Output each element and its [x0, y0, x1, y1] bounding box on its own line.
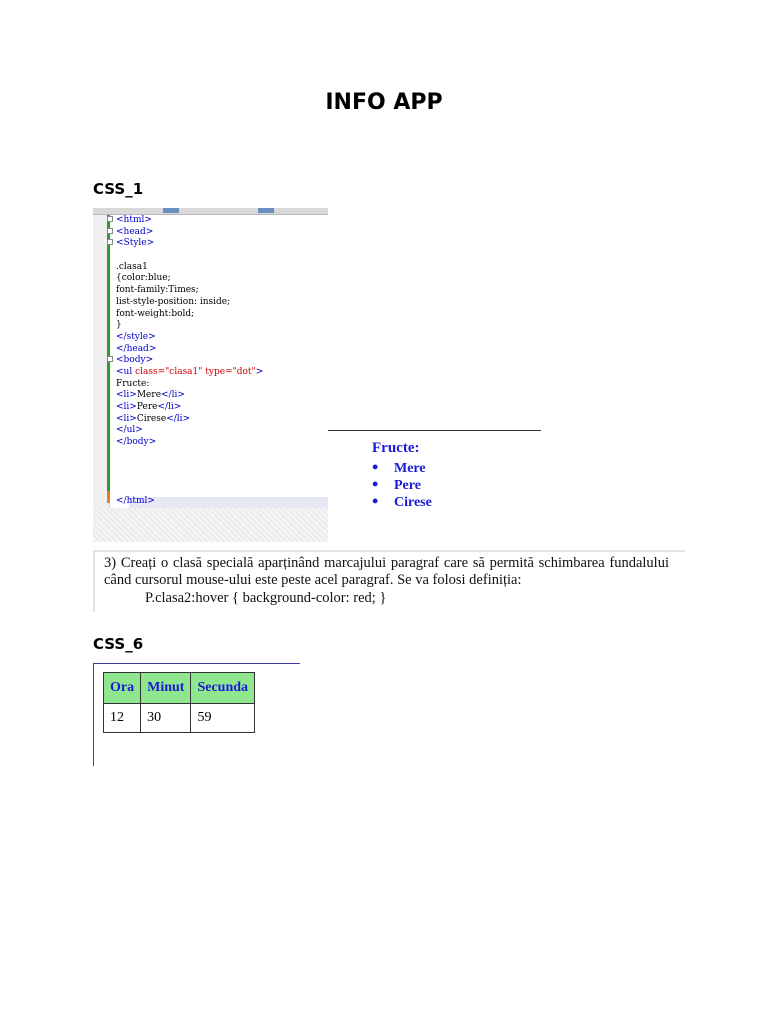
preview-title: Fructe: — [372, 440, 420, 456]
preview-list-item: • Cirese — [372, 494, 432, 511]
code-line — [116, 437, 263, 449]
code-line — [116, 425, 263, 437]
code-line — [116, 227, 263, 239]
code-token: <li> — [116, 390, 137, 401]
code-line — [116, 484, 263, 496]
exercise-code: P.clasa2:hover { background-color: red; } — [145, 590, 387, 606]
document-title: INFO APP — [325, 90, 443, 115]
code-token: </html> — [116, 495, 155, 506]
preview-divider — [328, 430, 541, 431]
editor-gutter — [93, 215, 110, 542]
code-line — [116, 309, 263, 321]
code-token: Fructe: — [116, 378, 150, 389]
fold-toggle-icon — [107, 239, 113, 245]
fold-toggle-icon — [107, 228, 113, 234]
code-token: } — [116, 320, 122, 331]
code-token: Cirese — [136, 413, 167, 424]
table-header-cell: Ora — [104, 673, 141, 704]
code-token: list-style-position: inside; — [116, 296, 231, 307]
preview-list-item: • Mere — [372, 460, 432, 477]
table-header-cell: Secunda — [191, 673, 255, 704]
table-row — [104, 704, 255, 733]
code-token: </body> — [116, 437, 157, 448]
code-line — [116, 320, 263, 332]
code-token: </style> — [116, 331, 156, 342]
table-frame-left — [93, 663, 94, 766]
code-line — [116, 332, 263, 344]
code-line — [116, 238, 263, 250]
table-cell: 12 — [104, 704, 141, 733]
code-token: font-family:Times; — [116, 285, 199, 296]
code-token: <ul — [116, 366, 136, 377]
code-line — [116, 273, 263, 285]
code-editor-screenshot — [93, 208, 328, 542]
code-line — [116, 250, 263, 262]
code-token: .clasa1 — [116, 261, 148, 272]
code-token: > — [255, 366, 264, 377]
code-token: </head> — [116, 343, 157, 354]
code-line — [116, 285, 263, 297]
code-line — [116, 297, 263, 309]
code-line — [116, 344, 263, 356]
exercise-text: 3) Creați o clasă specială aparținând marcajului paragraf care să permită schimbarea fundalului când cursorul mouse-ului este peste acel paragraf. Se va folosi definiția: — [104, 555, 669, 588]
code-token: {color:blue; — [116, 273, 171, 284]
code-token: <li> — [116, 402, 137, 412]
preview-list-item: • Pere — [372, 477, 432, 494]
code-lines — [116, 215, 263, 507]
change-bar-modified — [107, 491, 110, 503]
code-token: class="clasa1" type="dot" — [135, 366, 256, 377]
section-heading-css1: CSS_1 — [93, 180, 144, 198]
code-line — [116, 379, 263, 391]
rendered-list-preview — [372, 440, 432, 511]
table-frame-top — [93, 663, 300, 664]
code-line — [116, 449, 263, 461]
code-token: <li> — [116, 413, 137, 424]
time-table — [103, 672, 255, 733]
code-token: </ul> — [116, 425, 143, 436]
code-line — [116, 367, 263, 379]
code-token: Pere — [136, 402, 158, 412]
code-line — [116, 402, 263, 414]
table-cell: 59 — [191, 704, 255, 733]
editor-toolbar — [93, 208, 328, 215]
code-line — [116, 460, 263, 472]
code-token: </li> — [157, 402, 182, 412]
table-header-cell: Minut — [141, 673, 191, 704]
preview-list — [372, 460, 432, 511]
editor-empty-area — [93, 508, 328, 542]
editor-tab-marker — [258, 208, 274, 213]
code-token: </li> — [166, 413, 191, 424]
table-header-row — [104, 673, 255, 704]
code-line — [116, 215, 263, 227]
code-line — [116, 262, 263, 274]
code-line — [116, 472, 263, 484]
change-bar-saved — [107, 215, 110, 493]
section-heading-css6: CSS_6 — [93, 635, 144, 653]
code-token: Mere — [136, 390, 162, 401]
fold-toggle-icon — [107, 356, 113, 362]
code-token: <Style> — [116, 238, 155, 249]
editor-tab-marker — [163, 208, 179, 213]
code-token: font-weight:bold; — [116, 308, 195, 319]
code-line — [116, 355, 263, 367]
code-token: <html> — [116, 215, 152, 225]
fold-toggle-icon — [107, 216, 113, 222]
code-token: <head> — [116, 226, 154, 237]
code-line — [116, 496, 263, 508]
code-token: <body> — [116, 355, 154, 366]
code-token: </li> — [161, 390, 185, 401]
code-line — [116, 390, 263, 402]
code-line — [116, 414, 263, 426]
table-cell: 30 — [141, 704, 191, 733]
